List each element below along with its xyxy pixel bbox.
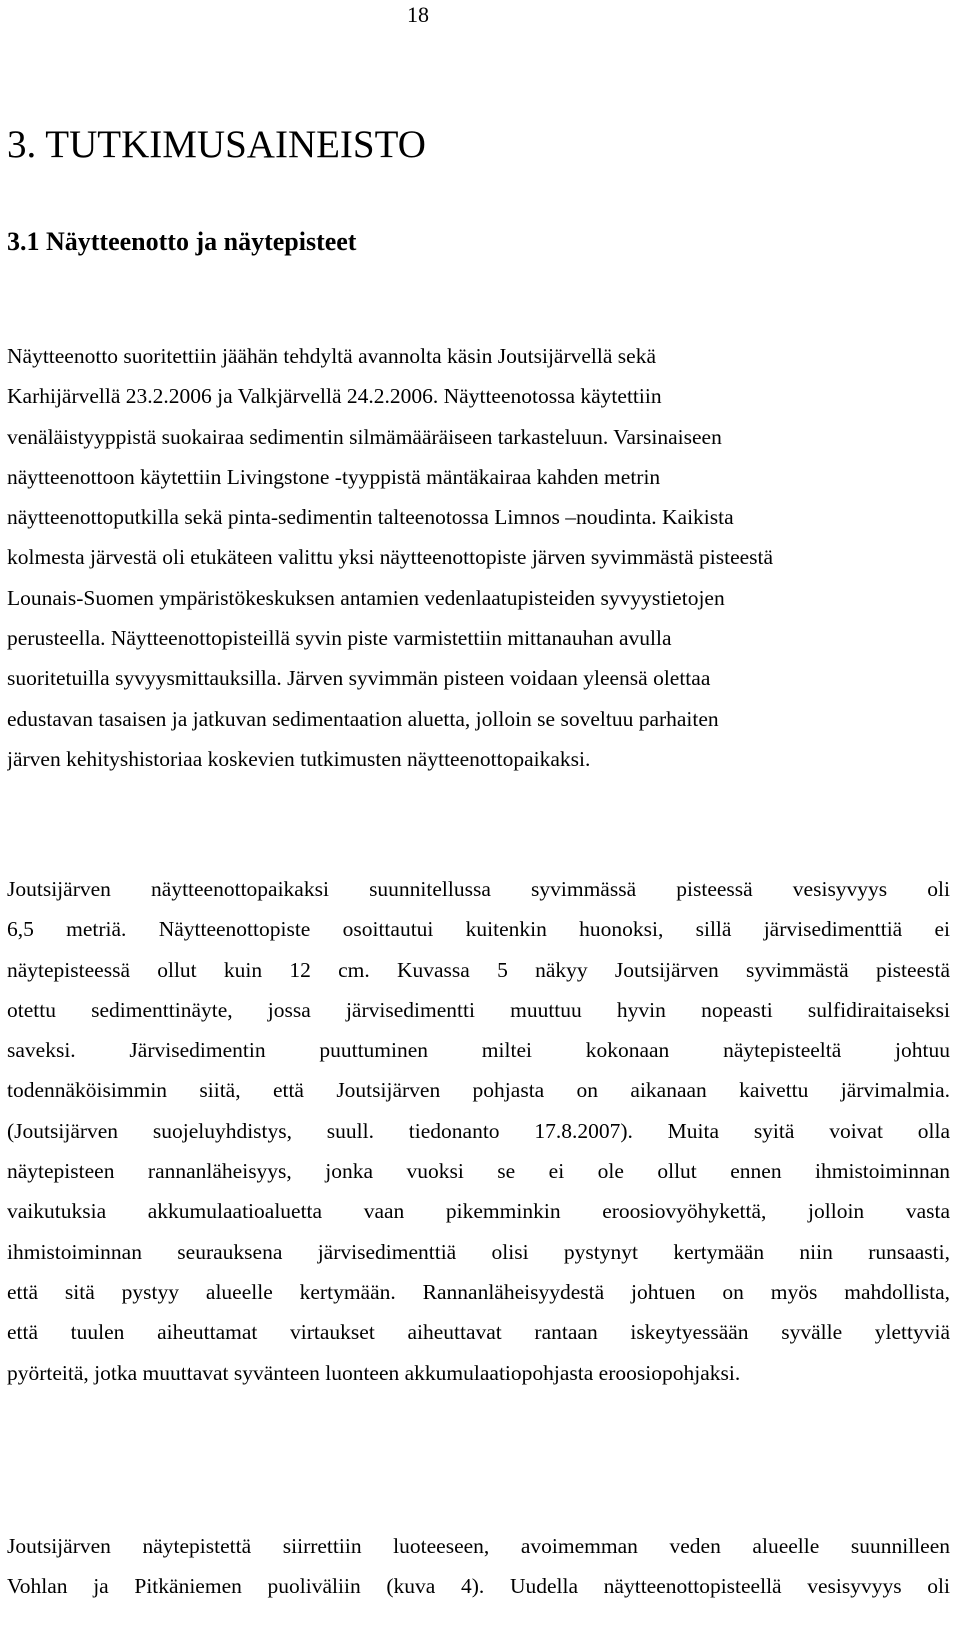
text-line: vaikutuksia akkumulaatioaluetta vaan pikemminkin eroosiovyöhykettä, jolloin vasta [7, 1199, 950, 1224]
text-line: suoritetuilla syvyysmittauksilla. Järven syvimmän pisteen voidaan yleensä olettaa [7, 666, 711, 691]
paragraph-1 [7, 336, 950, 779]
text-line-last: pyörteitä, jotka muuttavat syvänteen luonteen akkumulaatiopohjasta eroosiopohjaksi. [7, 1360, 741, 1385]
text-line: perusteella. Näytteenottopisteillä syvin piste varmistettiin mittanauhan avulla [7, 626, 672, 651]
text-line: (Joutsijärven suojeluyhdistys, suull. tiedonanto 17.8.2007). Muita syitä voivat olla [7, 1118, 950, 1143]
text-line: todennäköisimmin siitä, että Joutsijärven pohjasta on aikanaan kaivettu järvimalmia. [7, 1078, 950, 1103]
paragraph-2 [7, 869, 950, 1393]
section-title: 3.1 Näytteenotto ja näytepisteet [7, 227, 357, 256]
text-line: ihmistoiminnan seurauksena järvisedimenttiä olisi pystynyt kertymään niin runsaasti, [7, 1239, 950, 1264]
text-line: että tuulen aiheuttamat virtaukset aiheuttavat rantaan iskeytyessään syvälle ylettyviä [7, 1320, 950, 1345]
text-line: venäläistyyppistä suokairaa sedimentin silmämääräiseen tarkasteluun. Varsinaiseen [7, 424, 722, 449]
text-line: kolmesta järvestä oli etukäteen valittu yksi näytteenottopiste järven syvimmästä pisteestä [7, 545, 774, 570]
text-line: Karhijärvellä 23.2.2006 ja Valkjärvellä 24.2.2006. Näytteenotossa käytettiin [7, 384, 662, 409]
text-line: otettu sedimenttinäyte, jossa järvisedimentti muuttuu hyvin nopeasti sulfidiraitaiseksi [7, 997, 950, 1022]
paragraph-3 [7, 1526, 950, 1607]
text-line: näytteenottoputkilla sekä pinta-sedimentin talteenotossa Limnos –noudinta. Kaikista [7, 505, 734, 530]
text-line-last: järven kehityshistoriaa koskevien tutkimusten näytteenottopaikaksi. [7, 746, 591, 771]
text-line: että sitä pystyy alueelle kertymään. Rannanläheisyydestä johtuen on myös mahdollista, [7, 1279, 950, 1304]
chapter-title: 3. TUTKIMUSAINEISTO [7, 123, 426, 166]
text-line: 6,5 metriä. Näytteenottopiste osoittautui kuitenkin huonoksi, sillä järvisedimenttiä ei [7, 917, 950, 942]
text-line: Vohlan ja Pitkäniemen puoliväliin (kuva 4). Uudella näytteenottopisteellä vesisyvyys oli [7, 1574, 950, 1599]
page-number: 18 [407, 2, 429, 27]
text-line: saveksi. Järvisedimentin puuttuminen miltei kokonaan näytepisteeltä johtuu [7, 1038, 950, 1063]
text-line: Lounais-Suomen ympäristökeskuksen antamien vedenlaatupisteiden syvyystietojen [7, 585, 725, 610]
text-line: näytteenottoon käytettiin Livingstone -tyyppistä mäntäkairaa kahden metrin [7, 464, 661, 489]
text-line: edustavan tasaisen ja jatkuvan sedimentaation aluetta, jolloin se soveltuu parhaiten [7, 706, 719, 731]
text-line: näytepisteessä ollut kuin 12 cm. Kuvassa 5 näkyy Joutsijärven syvimmästä pisteestä [7, 957, 950, 982]
text-line: näytepisteen rannanläheisyys, jonka vuoksi se ei ole ollut ennen ihmistoiminnan [7, 1159, 950, 1184]
text-line: Joutsijärven näytteenottopaikaksi suunnitellussa syvimmässä pisteessä vesisyvyys oli [7, 877, 950, 901]
text-line: Joutsijärven näytepistettä siirrettiin luoteeseen, avoimemman veden alueelle suunnilleen [7, 1534, 950, 1558]
text-line: Näytteenotto suoritettiin jäähän tehdyltä avannolta käsin Joutsijärvellä sekä [7, 344, 656, 368]
